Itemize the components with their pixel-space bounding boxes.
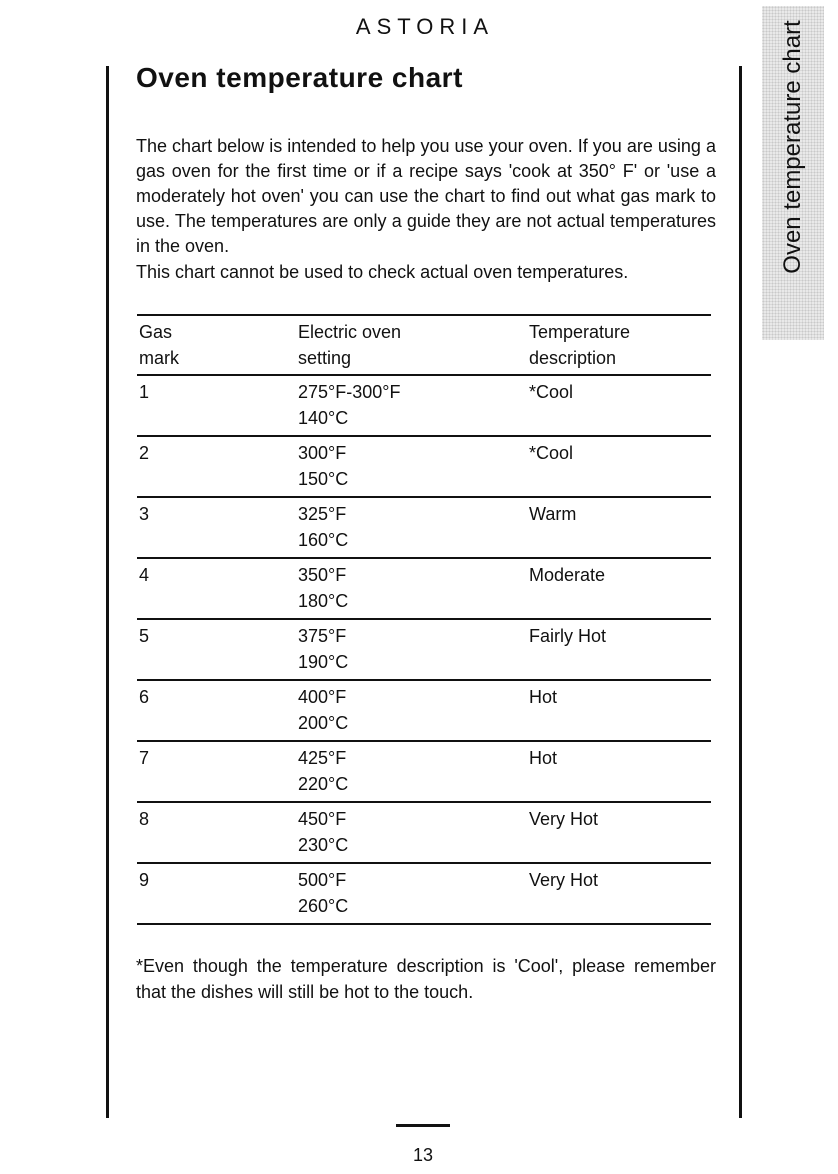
celsius-value: 190°C (298, 652, 349, 672)
temperature-description-cell: Very Hot (529, 809, 599, 829)
gas-mark-cell: 4 (139, 565, 150, 585)
table-row (137, 742, 711, 803)
section-tab-label: Oven temperature chart (779, 20, 806, 274)
gas-mark-cell: 6 (139, 687, 150, 707)
fahrenheit-value: 325°F (298, 504, 347, 524)
table-header-row (137, 316, 711, 376)
page-number-rule (396, 1124, 450, 1127)
table-row (137, 681, 711, 742)
temperature-description-cell: *Cool (529, 443, 574, 463)
table-row (137, 498, 711, 559)
brand-header: ASTORIA (355, 14, 495, 39)
electric-setting-cell (298, 440, 518, 492)
header-temperature-description: Temperature description (529, 322, 631, 368)
electric-setting-cell (298, 501, 518, 553)
celsius-value: 180°C (298, 591, 349, 611)
celsius-value: 200°C (298, 713, 349, 733)
intro-paragraph: The chart below is intended to help you use your oven. If you are using a gas oven for the first time or if a recipe says 'cook at 350° F' or 'use a moderately hot oven' you can use the chart to find out what gas mark to use. The temperatures are only a guide they are not actual temperatures in the oven. (136, 136, 716, 256)
celsius-value: 220°C (298, 774, 349, 794)
gas-mark-cell: 2 (139, 443, 150, 463)
gas-mark-cell: 1 (139, 382, 150, 402)
temperature-description-cell: Very Hot (529, 870, 599, 890)
temperature-description-cell: Hot (529, 748, 558, 768)
electric-setting-cell (298, 867, 518, 919)
left-margin-rule (106, 66, 109, 1118)
celsius-value: 150°C (298, 469, 349, 489)
header-electric-setting: Electric oven setting (298, 322, 402, 368)
fahrenheit-value: 500°F (298, 870, 347, 890)
electric-setting-cell (298, 684, 518, 736)
header-gas-mark: Gas mark (139, 322, 179, 368)
gas-mark-cell: 7 (139, 748, 150, 768)
page-title: Oven temperature chart (136, 62, 463, 93)
page-number: 13 (412, 1145, 434, 1165)
table-row (137, 376, 711, 437)
gas-mark-cell: 3 (139, 504, 150, 524)
electric-setting-cell (298, 623, 518, 675)
celsius-value: 230°C (298, 835, 349, 855)
footnote: *Even though the temperature description is 'Cool', please remember that the dishes will still be hot to the touch. (136, 956, 716, 1002)
table-row (137, 437, 711, 498)
fahrenheit-value: 375°F (298, 626, 347, 646)
fahrenheit-value: 300°F (298, 443, 347, 463)
fahrenheit-value: 275°F-300°F (298, 382, 401, 402)
right-margin-rule (739, 66, 742, 1118)
electric-setting-cell (298, 806, 518, 858)
celsius-value: 140°C (298, 408, 349, 428)
fahrenheit-value: 350°F (298, 565, 347, 585)
fahrenheit-value: 425°F (298, 748, 347, 768)
table-row (137, 803, 711, 864)
temperature-description-cell: Moderate (529, 565, 606, 585)
temperature-description-cell: Hot (529, 687, 558, 707)
temperature-description-cell: Fairly Hot (529, 626, 607, 646)
celsius-value: 260°C (298, 896, 349, 916)
table-row (137, 559, 711, 620)
electric-setting-cell (298, 745, 518, 797)
temperature-description-cell: *Cool (529, 382, 574, 402)
table-row (137, 864, 711, 925)
electric-setting-cell (298, 379, 518, 431)
fahrenheit-value: 450°F (298, 809, 347, 829)
temperature-description-cell: Warm (529, 504, 577, 524)
oven-temperature-table (137, 314, 711, 925)
gas-mark-cell: 5 (139, 626, 150, 646)
table-row (137, 620, 711, 681)
celsius-value: 160°C (298, 530, 349, 550)
gas-mark-cell: 9 (139, 870, 150, 890)
fahrenheit-value: 400°F (298, 687, 347, 707)
section-tab (762, 6, 824, 340)
intro-note: This chart cannot be used to check actual oven temperatures. (136, 262, 629, 282)
table-body (137, 376, 711, 925)
electric-setting-cell (298, 562, 518, 614)
gas-mark-cell: 8 (139, 809, 150, 829)
